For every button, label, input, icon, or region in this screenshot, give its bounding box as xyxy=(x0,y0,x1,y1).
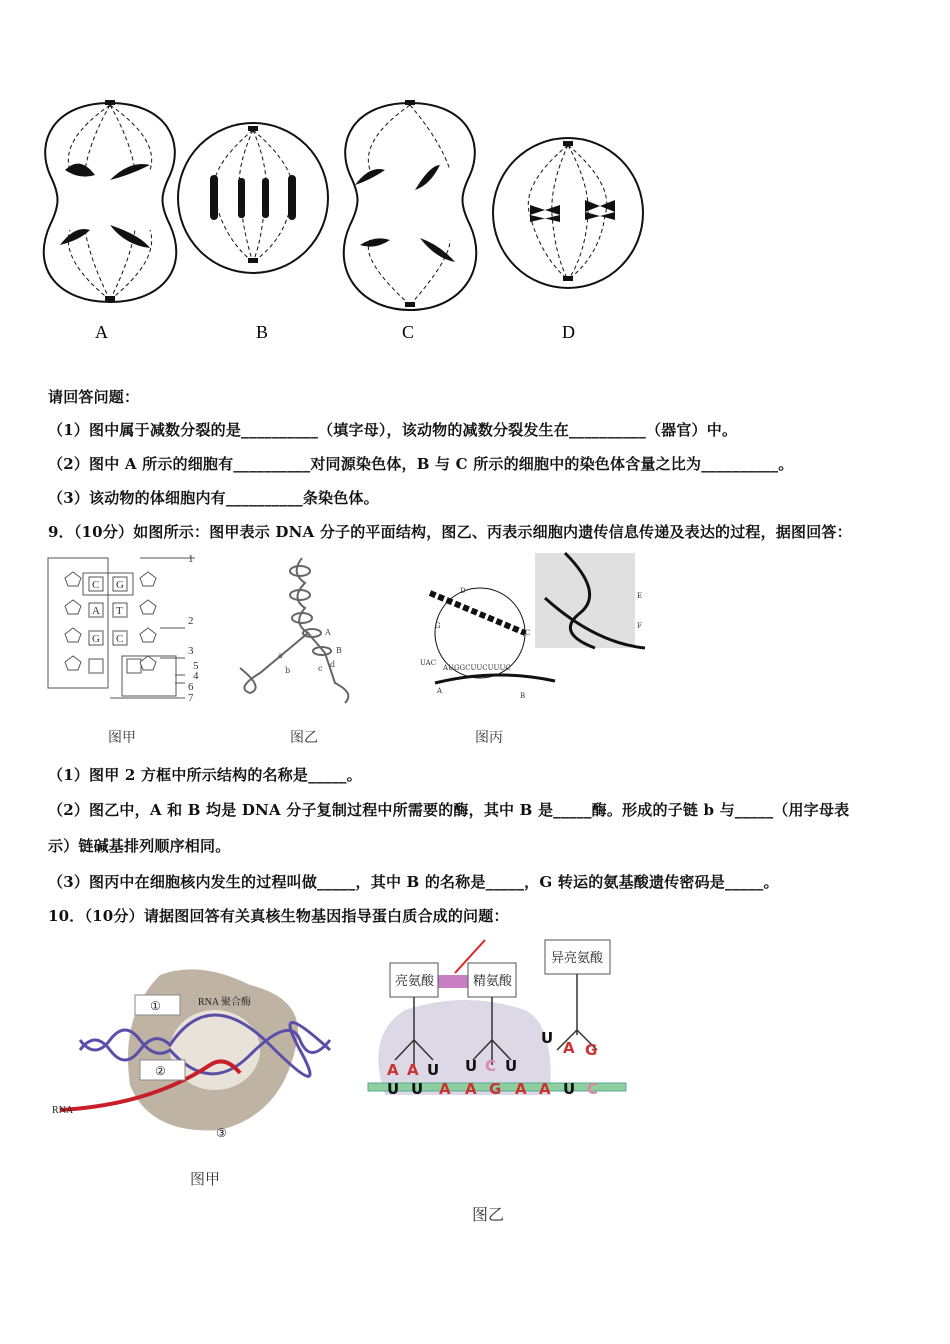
label-a: A xyxy=(95,322,108,342)
mrna-base: A xyxy=(465,1080,477,1098)
label-a: a xyxy=(278,651,283,660)
anticodon-base: U xyxy=(427,1061,440,1079)
q9-title: 9．（10分）如图所示：图甲表示 DNA 分子的平面结构，图乙、丙表示细胞内遗传信息传递及表达的过程，据图回答： xyxy=(48,523,852,541)
anticodon-base: U xyxy=(505,1057,518,1075)
mrna-base: G xyxy=(489,1080,502,1098)
mark-3: ③ xyxy=(216,1126,227,1140)
mrna-base: C xyxy=(587,1080,599,1098)
mark-2: ② xyxy=(155,1064,166,1078)
label-d: D xyxy=(460,587,466,595)
anticodon-base: A xyxy=(387,1061,399,1079)
base-g: G xyxy=(116,579,124,591)
q9-item-3: （3）图丙中在细胞核内发生的过程叫做_____，其中 B 的名称是_____，G 转运的氨基酸遗传密码是_____。 xyxy=(48,873,779,891)
mrna-base: A xyxy=(539,1080,551,1098)
anticodon-base: A xyxy=(407,1061,419,1079)
label-enzyme-a: A xyxy=(325,628,331,637)
label-3: 3 xyxy=(188,645,194,657)
q8-item-2: （2）图中 A 所示的细胞有__________对同源染色体，B 与 C 所示的细胞中的染色体含量之比为__________。 xyxy=(48,455,794,473)
amino-acid-leucine: 亮氨酸 xyxy=(395,974,435,989)
label-5: 5 xyxy=(193,660,199,672)
cell-division-figure xyxy=(0,0,950,360)
q8-item-1: （1）图中属于减数分裂的是__________（填字母），该动物的减数分裂发生在__________（器官）中。 xyxy=(48,421,738,439)
rna-polymerase-label: RNA 聚合酶 xyxy=(198,997,252,1008)
caption-fig-bing: 图丙 xyxy=(475,730,503,746)
q9-item-1: （1）图甲 2 方框中所示结构的名称是_____。 xyxy=(48,766,362,784)
label-f: F xyxy=(637,622,642,630)
mark-1: ① xyxy=(150,999,161,1013)
label-e: E xyxy=(637,592,643,600)
label-d: d xyxy=(330,660,336,669)
anticodon-base: U xyxy=(465,1057,478,1075)
mrna-base: U xyxy=(387,1080,400,1098)
q9-item-2: （2）图乙中，A 和 B 均是 DNA 分子复制过程中所需要的酶，其中 B 是_____酶。形成的子链 b 与_____（用字母表 xyxy=(48,801,850,819)
cell-d-outline xyxy=(493,138,643,288)
label-c: C xyxy=(525,629,531,637)
caption-fig-jia: 图甲 xyxy=(108,730,136,746)
amino-acid-arginine: 精氨酸 xyxy=(473,974,513,989)
caption-fig-yi: 图乙 xyxy=(290,730,318,746)
q8-prompt: 请回答问题： xyxy=(48,388,140,406)
anticodon-base: G xyxy=(585,1041,598,1059)
transcription-translation-figure xyxy=(415,553,645,703)
caption-q10-fig-yi: 图乙 xyxy=(472,1205,505,1224)
mrna-base: A xyxy=(515,1080,527,1098)
cell-a-outline xyxy=(44,103,177,302)
label-a: A xyxy=(437,687,443,695)
label-b: b xyxy=(285,666,291,675)
base-c: C xyxy=(92,579,100,591)
dna-structure-figure xyxy=(45,553,205,703)
q8-item-3: （3）该动物的体细胞内有__________条染色体。 xyxy=(48,489,379,507)
label-7: 7 xyxy=(188,692,194,704)
q9-item-2-cont: 示）链碱基排列顺序相同。 xyxy=(48,837,231,855)
rna-label: RNA xyxy=(52,1105,74,1116)
mrna-sequence-label: AUGGCUUCUUUC xyxy=(443,664,511,672)
base-a: A xyxy=(92,605,100,617)
label-b: B xyxy=(520,692,526,700)
label-4: 4 xyxy=(193,670,199,682)
transcription-figure xyxy=(50,955,350,1155)
mrna-base: U xyxy=(563,1080,576,1098)
mrna-base: U xyxy=(411,1080,424,1098)
base-t: T xyxy=(116,605,123,617)
label-2: 2 xyxy=(188,615,194,627)
anticodon-label: UAC xyxy=(420,659,437,667)
amino-acid-isoleucine: 异亮氨酸 xyxy=(551,951,604,966)
label-b: B xyxy=(256,322,269,342)
anticodon-base: C xyxy=(485,1057,497,1075)
q10-title: 10．（10分）请据图回答有关真核生物基因指导蛋白质合成的问题： xyxy=(48,907,509,925)
label-enzyme-b: B xyxy=(336,646,342,655)
translation-figure xyxy=(365,935,635,1135)
base-g: G xyxy=(92,633,100,645)
base-c: C xyxy=(116,633,124,645)
label-1: 1 xyxy=(188,553,194,565)
dna-replication-figure xyxy=(230,553,380,703)
label-c: c xyxy=(318,664,323,673)
anticodon-base: A xyxy=(563,1039,575,1057)
anticodon-base: U xyxy=(541,1029,554,1047)
label-6: 6 xyxy=(188,681,194,693)
caption-q10-fig-jia: 图甲 xyxy=(190,1170,221,1188)
label-c: C xyxy=(402,322,415,342)
cell-b-outline xyxy=(178,123,328,273)
mrna-base: A xyxy=(439,1080,451,1098)
cell-c-outline xyxy=(344,103,477,310)
label-g: G xyxy=(435,622,441,630)
label-d: D xyxy=(562,322,575,342)
